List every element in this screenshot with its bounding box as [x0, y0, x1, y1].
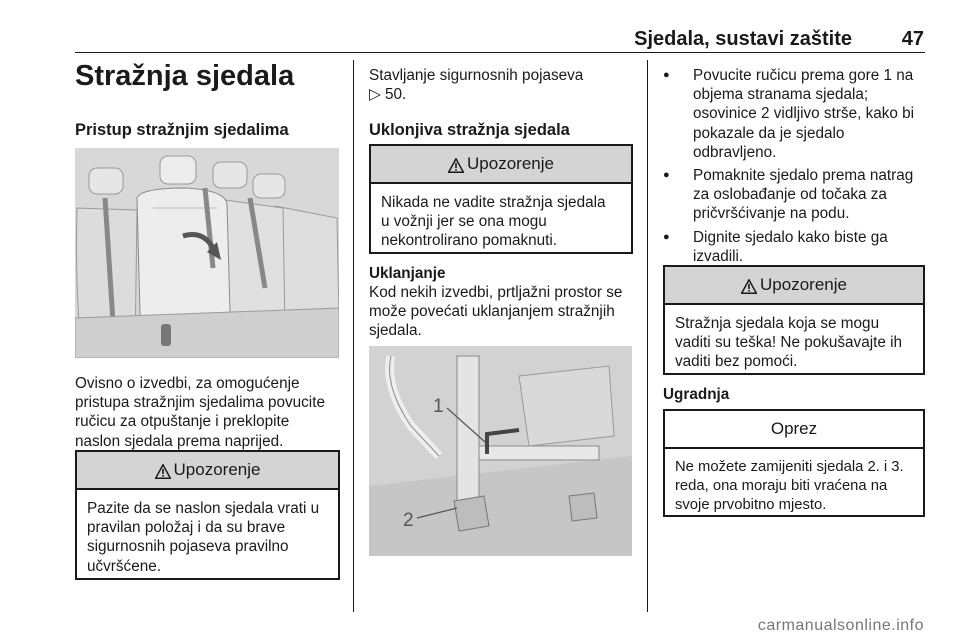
- text-line: Pazite da se naslon sjedala vrati u: [87, 500, 320, 517]
- section-title: Stražnja sjedala: [75, 60, 295, 92]
- column-divider: [353, 60, 354, 612]
- text-line: za oslobađanje od točaka za: [693, 186, 887, 204]
- list-item: [663, 166, 928, 226]
- warning-box: [369, 144, 633, 254]
- header-rule: [75, 52, 925, 53]
- text-line: u vožnji jer se ona mogu: [381, 213, 547, 231]
- warning-heading: Upozorenje: [760, 275, 847, 294]
- warning-triangle-icon: [155, 464, 171, 479]
- list-item: [663, 66, 928, 164]
- callout-label-2: 2: [403, 510, 414, 531]
- text-line: Dignite sjedalo kako biste ga: [693, 229, 888, 246]
- text-line: reda, ona moraju biti vraćena na: [675, 478, 888, 495]
- text-line: ručicu za otpuštanje i preklopite: [75, 413, 290, 431]
- callout-label-1: 1: [433, 396, 444, 417]
- text-line: pričvršćivanje na podu.: [693, 205, 850, 223]
- watermark: carmanualsonline.info: [757, 617, 924, 634]
- warning-triangle-icon: [448, 158, 464, 173]
- running-header-title: Sjedala, sustavi zaštite: [634, 28, 852, 50]
- column-divider: [647, 60, 648, 612]
- text-line: Kod nekih izvedbi, prtljažni prostor se: [369, 284, 623, 301]
- seat-release-illustration: [369, 346, 632, 556]
- text-line: odbravljeno.: [693, 143, 777, 161]
- text-line: Ne možete zamijeniti sjedala 2. i 3.: [675, 459, 904, 475]
- rear-seat-illustration: [75, 148, 339, 358]
- text-line: svoje prvobitno mjesto.: [675, 497, 827, 514]
- page-number: 47: [901, 28, 924, 50]
- text-line: Ovisno o izvedbi, za omogućenje: [75, 375, 300, 392]
- caution-heading: Oprez: [770, 419, 818, 438]
- subsection-title: Pristup stražnjim sjedalima: [75, 121, 289, 139]
- warning-heading: Upozorenje: [173, 460, 261, 479]
- subsection-title: Uklonjiva stražnja sjedala: [369, 121, 570, 139]
- list-item-text: [693, 166, 913, 224]
- text-line: naslon sjedala prema naprijed.: [75, 432, 284, 450]
- text-line: vaditi bez pomoći.: [675, 353, 798, 371]
- text-line: pristupa stražnjim sjedalima povucite: [75, 394, 325, 412]
- text-line: Stavljanje sigurnosnih pojaseva: [369, 67, 584, 84]
- install-heading: Ugradnja: [663, 386, 730, 403]
- text-line: nekontrolirano pomaknuti.: [381, 232, 558, 250]
- cross-reference: [369, 66, 639, 104]
- bullet-icon: ●: [663, 231, 670, 243]
- warning-body: [371, 184, 631, 251]
- warning-triangle-icon: [741, 279, 757, 294]
- caution-box: [663, 409, 925, 517]
- bullet-icon: ●: [663, 69, 670, 81]
- rear-seat-drawing: [75, 148, 339, 358]
- caution-body: [665, 449, 923, 516]
- warning-heading: Upozorenje: [467, 154, 554, 173]
- text-line: pokazale da je sjedalo: [693, 124, 845, 142]
- warning-box: [75, 450, 340, 580]
- list-item: [663, 228, 928, 268]
- text-line: vaditi su teška! Ne pokušavajte ih: [675, 334, 903, 352]
- text-line: sjedala.: [369, 322, 422, 340]
- text-line: Pomaknite sjedalo prema natrag: [693, 167, 914, 184]
- removal-paragraph: [369, 283, 644, 341]
- text-line: osovinice 2 vidljivo strše, kako bi: [693, 105, 915, 123]
- text-line: pravilan položaj i da su brave: [87, 519, 286, 537]
- warning-body: [77, 490, 338, 576]
- warning-header: [371, 146, 631, 184]
- text-line: sigurnosnih pojaseva pravilno: [87, 538, 289, 556]
- text-line: Stražnja sjedala koja se mogu: [675, 315, 880, 332]
- access-paragraph: [75, 374, 345, 451]
- text-line: objema stranama sjedala;: [693, 86, 869, 104]
- warning-box: [663, 265, 925, 375]
- text-line: učvršćene.: [87, 557, 161, 575]
- warning-header: [77, 452, 338, 490]
- removal-heading: Uklanjanje: [369, 265, 446, 282]
- list-item-text: [693, 228, 888, 266]
- text-line: može povećati uklanjanjem stražnjih: [369, 303, 615, 321]
- text-line: izvadili.: [693, 248, 744, 266]
- text-line: Povucite ručicu prema gore 1 na: [693, 67, 914, 84]
- text-line: Nikada ne vadite stražnja sjedala: [381, 194, 606, 211]
- caution-header: [665, 411, 923, 449]
- warning-header: [665, 267, 923, 305]
- list-item-text: [693, 66, 914, 162]
- bullet-icon: ●: [663, 169, 670, 181]
- page-link[interactable]: ▷ 50.: [369, 86, 407, 104]
- warning-body: [665, 305, 923, 372]
